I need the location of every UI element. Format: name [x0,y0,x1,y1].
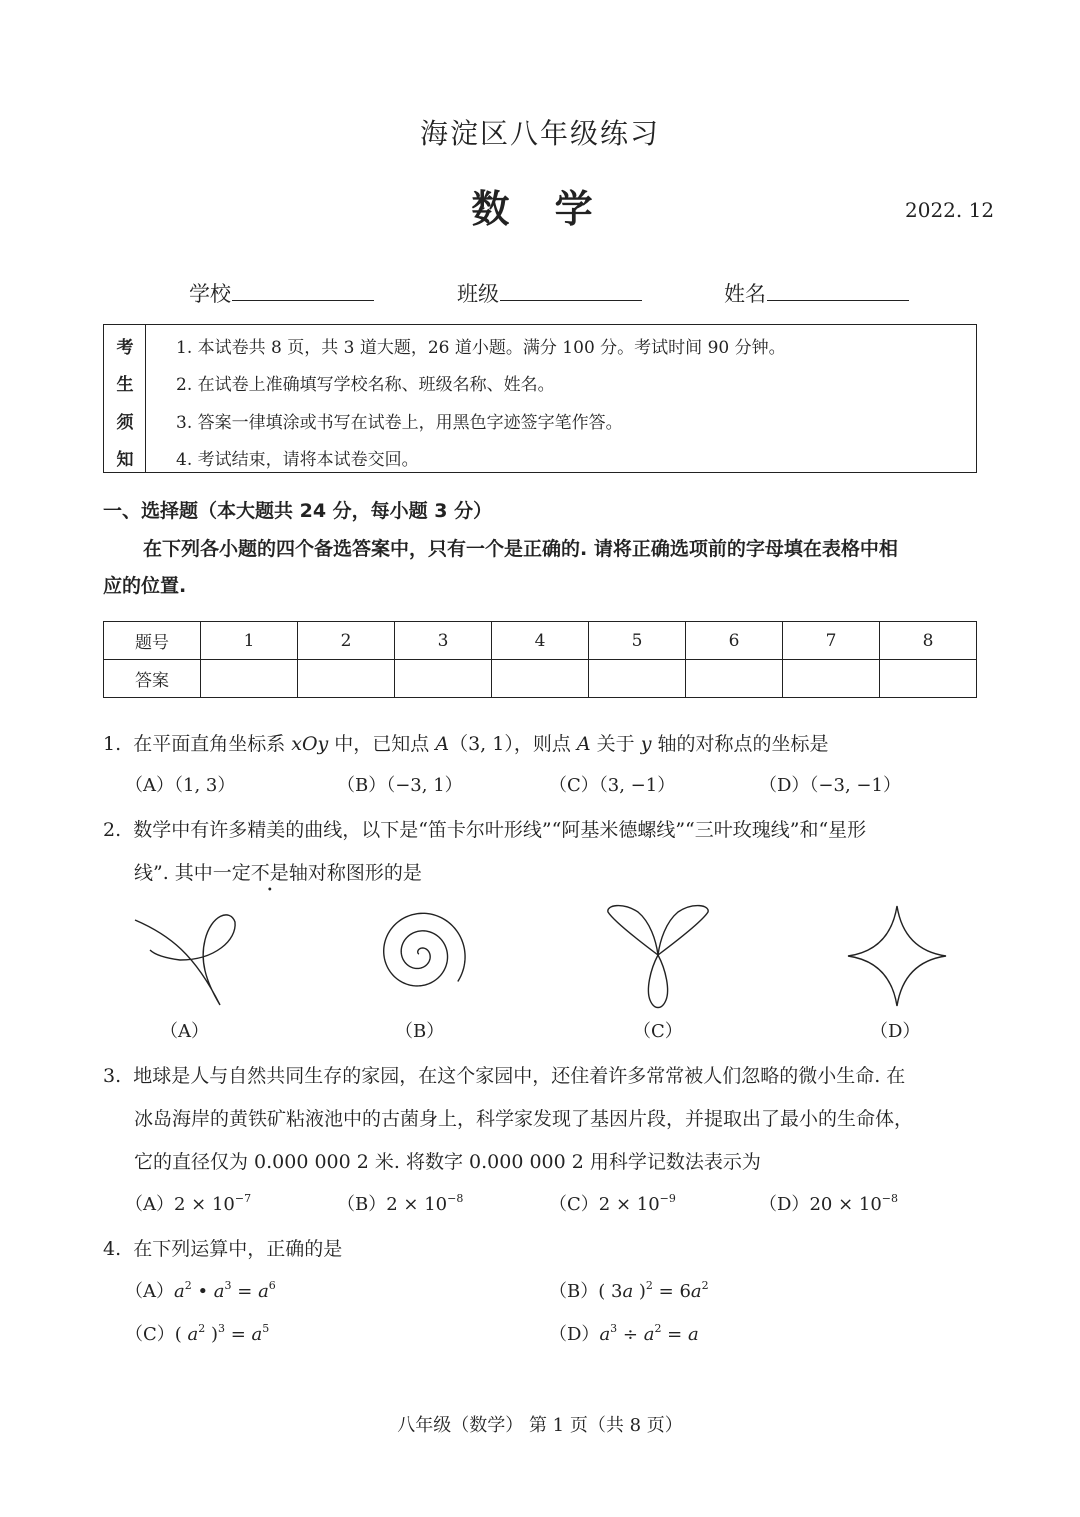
class-blank[interactable] [500,300,642,301]
answer-row [104,660,977,698]
instruction-line-2: 应的位置. [103,575,187,597]
question-3-line-2: 冰岛海岸的黄铁矿粘液池中的古菌身上，科学家发现了基因片段，并提取出了最小的生命体， [134,1108,914,1130]
instruction-line-1: 在下列各小题的四个备选答案中，只有一个是正确的. 请将正确选项前的字母填在表格中相 [143,538,898,560]
question-number: 7 [783,622,880,660]
q4-option-d: $(D)a^3 \div a^2 = a$ [549,1322,699,1345]
school-blank[interactable] [232,300,374,301]
question-3-line-3: 它的直径仅为 0.000 000 2 米. 将数字 0.000 000 2 用科学记数法表示为 [134,1151,761,1173]
subject-title: 数 学 [471,186,609,231]
q4-option-a: $(A)a^2$ • $a^3 = a^6$ [125,1279,276,1302]
q4-option-b: （B）( 3a )$^2 = 6a^2$ [549,1279,709,1302]
question-number-row [104,622,977,660]
question-number: 6 [686,622,783,660]
question-number: 3 [395,622,492,660]
row-label: 题号 [104,622,201,660]
notice-box [103,324,977,473]
q3-option-a: $(A)2 \times 10^{-7}$ [125,1192,252,1215]
q3-option-c: $(C)2 \times 10^{-9}$ [549,1192,676,1215]
answer-cell[interactable] [589,660,686,698]
q1-option-d: （D）（−3, −1） [759,775,901,796]
class-label: 班级 [457,282,499,306]
rose-curve-figure [598,900,718,1012]
page-footer: 八年级（数学） 第 1 页（共 8 页） [397,1415,683,1436]
question-number: 1 [201,622,298,660]
folium-curve-figure [125,900,245,1012]
exam-date: 2022. 12 [905,198,995,222]
q3-option-b: $(B)2 \times 10^{-8}$ [337,1192,464,1215]
notice-item-4: 4. 考试结束，请将本试卷交回。 [176,450,419,470]
q3-option-d: $(D)20 \times 10^{-8}$ [759,1192,898,1215]
answer-cell[interactable] [395,660,492,698]
question-2-line-2: 线”. 其中一定不是轴对称图形的是 [134,858,422,885]
question-number: 2 [298,622,395,660]
answer-cell[interactable] [201,660,298,698]
figure-caption-b: （B） [395,1021,445,1042]
q1-option-c: （C）（3, −1） [549,775,676,796]
school-label: 学校 [189,282,231,306]
q1-option-b: （B）（−3, 1） [337,775,463,796]
answer-table [103,621,977,698]
emphasis-text: 不是 [250,862,289,884]
answer-cell[interactable] [783,660,880,698]
question-2-line-1: 2. 数学中有许多精美的曲线，以下是“笛卡尔叶形线”“阿基米德螺线”“三叶玫瑰线”和“星形 [103,819,867,841]
notice-item-1: 1. 本试卷共 8 页，共 3 道大题，26 道小题。满分 100 分。考试时间 90 分钟。 [176,338,786,358]
question-3-line-1: 3. 地球是人与自然共同生存的家园，在这个家园中，还住着许多常常被人们忽略的微小生命. 在 [103,1065,906,1087]
answer-cell[interactable] [880,660,977,698]
exam-title: 海淀区八年级练习 [419,117,660,150]
name-label: 姓名 [724,282,766,306]
figure-caption-a: （A） [160,1021,209,1042]
figure-caption-c: （C） [633,1021,683,1042]
q4-option-c: （C）( $a^2$ )$^3 = a^5$ [125,1322,270,1345]
answer-cell[interactable] [298,660,395,698]
name-blank[interactable] [767,300,909,301]
answer-cell[interactable] [686,660,783,698]
row-label: 答案 [104,660,201,698]
notice-item-2: 2. 在试卷上准确填写学校名称、班级名称、姓名。 [176,375,555,395]
question-number: 4 [492,622,589,660]
question-number: 8 [880,622,977,660]
figure-caption-d: （D） [870,1021,921,1042]
spiral-figure [360,900,485,1012]
question-number: 5 [589,622,686,660]
notice-item-3: 3. 答案一律填涂或书写在试卷上，用黑色字迹签字笔作答。 [176,413,623,433]
notice-heading: 考 生 须 知 [104,325,146,472]
answer-cell[interactable] [492,660,589,698]
question-4: 4. 在下列运算中，正确的是 [103,1238,343,1260]
astroid-figure [842,900,952,1012]
section-heading: 一、选择题（本大题共 24 分，每小题 3 分） [103,500,493,522]
question-1: 1. 在平面直角坐标系 xOy 中，已知点 A（3, 1），则点 A 关于 y 轴的对称点的坐标是 [103,733,829,755]
q1-option-a: （A）（1, 3） [125,775,236,796]
